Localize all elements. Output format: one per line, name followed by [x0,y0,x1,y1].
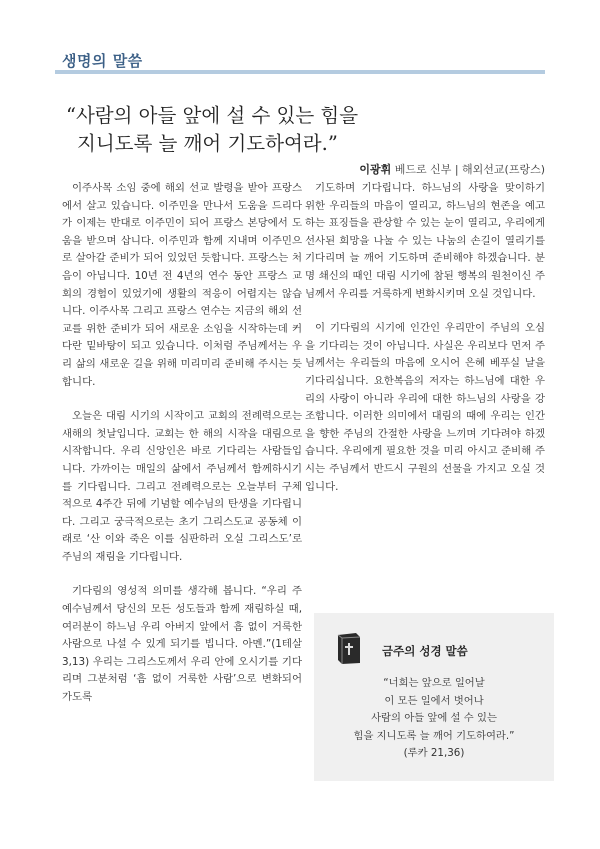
headline [66,102,536,158]
headline-line-1: “사람의 아들 앞에 설 수 있는 힘을 [66,104,359,127]
bible-verse [314,675,554,763]
header-divider [55,70,545,74]
paragraph: 기다림의 영성적 의미를 생각해 봅니다. “우리 주 예수님께서 당신의 모든 성도들과 함께 재림하실 때, 여러분이 하느님 우리 아버지 앞에서 흠 없이 거룩한 사람으로 나설 수 있게 되기를 빕니다. 아멘.”(1테살 3,13) 우리는 그리스도께서 우리 안에 오시기를 기다리며 그분처럼 ‘흠 없이 거룩한 사람’으로 변화되어 가도록 [62,585,302,704]
article-column-left [62,180,302,724]
article-column-right [305,180,545,513]
weekly-verse-box [314,613,554,781]
verse-line: 사람의 아들 앞에 설 수 있는 [371,712,497,724]
author-name: 이광휘 [359,163,392,176]
author-detail: 베드로 신부 | 해외선교(프랑스) [394,163,545,176]
page-header [0,0,600,80]
verse-line: 이 모든 일에서 벗어나 [384,694,484,707]
paragraph: 오늘은 대림 시기의 시작이고 교회의 전례력으로는 새해의 첫날입니다. 교회는 한 해의 시작을 대림으로 시작합니다. 우리 신앙인은 바로 기다리는 사람들입니다. 가까이는 매일의 삶에서 주님께서 함께하시기를 기다립니다. 그리고 전례력으로는 오늘부터 구체적으로 4주간 뒤에 기념할 예수님의 탄생을 기다립니다. 그리고 궁극적으로는 초기 그리스도교 공동체 이래로 ‘산 이와 죽은 이를 심판하러 오실 그리스도’로 주님의 재림을 기다립니다. [62,410,302,563]
section-title: 생명의 말씀 [62,52,143,70]
headline-line-2: 지니도록 늘 깨어 기도하여라.” [77,132,338,155]
byline [359,161,545,177]
verse-line: 힘을 지니도록 늘 깨어 기도하여라.” [353,729,515,742]
paragraph: 이주사목 소임 중에 해외 선교 발령을 받아 프랑스에서 살고 있습니다. 이주민을 만나서 도움을 드리다가 이제는 반대로 이주민이 되어 프랑스 본당에서 도움을 받으며 삽니다. 이주민과 함께 지내며 이주민으로 살아갈 준비가 되어 있었던 듯합니다. 프랑스는 처음이 아닙니다. 10년 전 4년의 연수 동안 프랑스 교회의 경험이 있었기에 생활의 적응이 어렵지는 않습니다. 이주사목 그리고 프랑스 연수는 지금의 해외 선교를 위한 준비가 되어 새로운 소임을 시작하는데 커다란 밑바탕이 되고 있습니다. 이처럼 주님께서는 우리 삶의 새로운 길을 위해 미리미리 준비해 주시는 듯합니다. [62,182,302,388]
bible-icon [334,631,364,665]
paragraph: 이 기다림의 시기에 인간인 우리만이 주님의 오심을 기다리는 것이 아닙니다. 사실은 우리보다 먼저 주님께서는 우리들의 마음에 오시어 은혜 베푸실 날을 기다리십니다. 요한복음의 저자는 하느님에 대한 우리의 사랑이 아니라 우리에 대한 하느님의 사랑을 강조합니다. 이러한 의미에서 대림의 때에 우리는 인간을 향한 주님의 간절한 사랑을 느끼며 기다려야 하겠습니다. 우리에게 필요한 것을 미리 아시고 준비해 주시는 주님께서 반드시 구원의 선물을 가지고 오실 것입니다. [305,322,545,493]
box-title: 금주의 성경 말씀 [382,644,468,658]
verse-line: “너희는 앞으로 일어날 [383,677,485,689]
paragraph: 기도하며 기다립니다. 하느님의 사랑을 맞이하기 위한 우리들의 마음이 열리고, 하느님의 현존을 예고하는 표징들을 관상할 수 있는 눈이 열리고, 우리에게 선사된 희망을 나눌 수 있는 나눔의 손길이 열리기를 기다리며 늘 깨어 기도하며 준비해야 하겠습니다. 분명 쇄신의 때인 대림 시기에 참된 행복의 원천이신 주님께서 우리를 거룩하게 변화시키며 오실 것입니다. [305,182,545,300]
verse-reference: (루카 21,36) [403,747,465,759]
